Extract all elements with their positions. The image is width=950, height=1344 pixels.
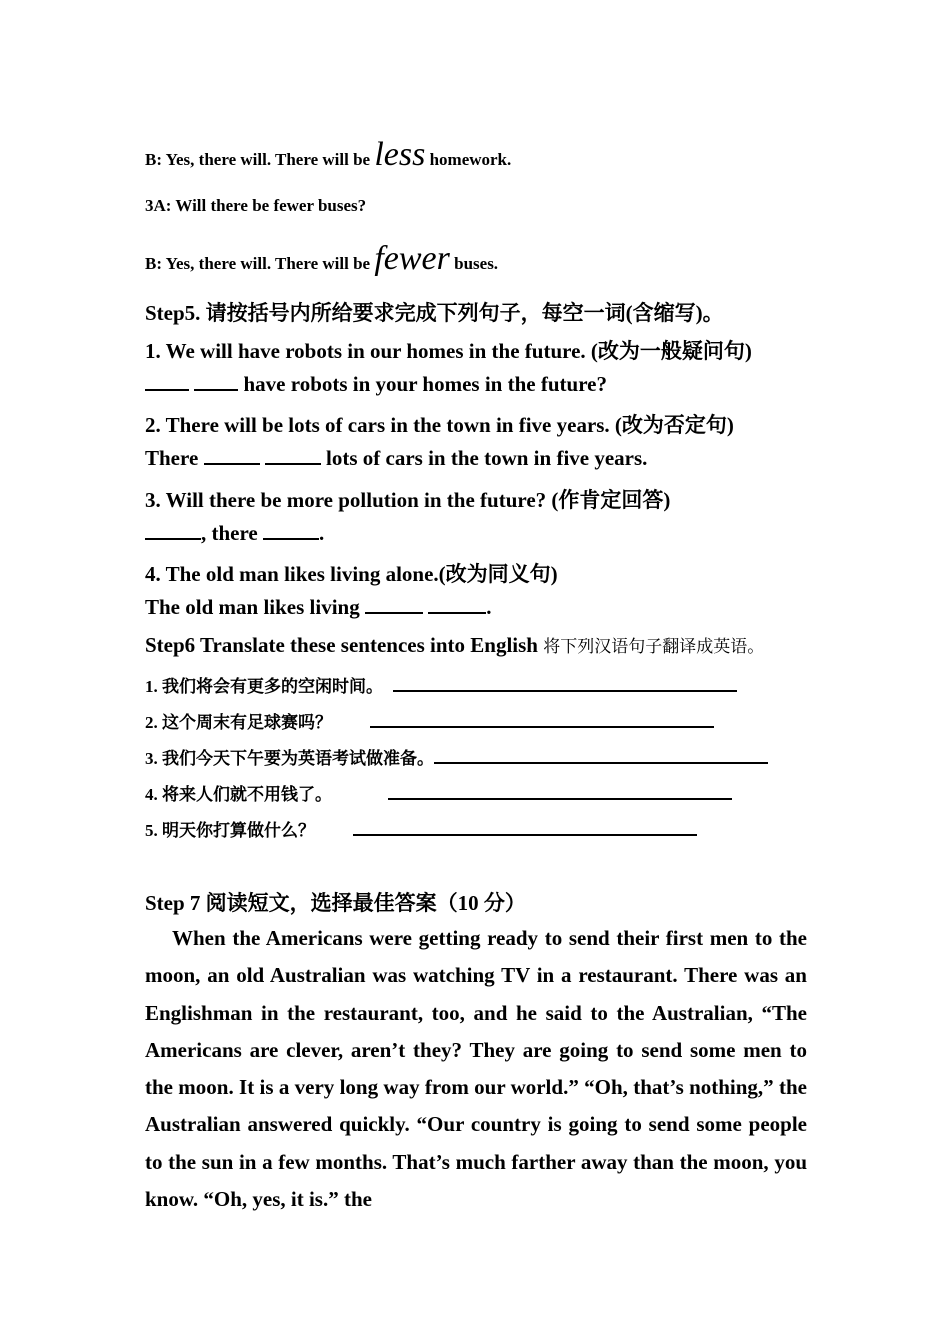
step6-item-1 xyxy=(145,672,737,697)
dialogue-b2 xyxy=(145,240,498,278)
answer-line[interactable] xyxy=(434,761,768,764)
item-number: 1. xyxy=(145,677,158,696)
answer-line[interactable] xyxy=(388,797,732,800)
step5-a3-mid: , there xyxy=(201,521,258,545)
step5-a4-pre: The old man likes living xyxy=(145,595,360,619)
answer-blank[interactable] xyxy=(194,388,238,391)
step5-a1 xyxy=(145,372,607,397)
item-text: 这个周末有足球赛吗？ xyxy=(162,713,332,732)
step5-q1: 1. We will have robots in our homes in the future. (改为一般疑问句) xyxy=(145,339,752,363)
item-number: 4. xyxy=(145,785,158,804)
step7-heading: Step 7 阅读短文，选择最佳答案（10 分） xyxy=(145,891,526,915)
step6-heading-cn: 将下列汉语句子翻译成英语。 xyxy=(543,637,765,656)
item-number: 5. xyxy=(145,821,158,840)
step5-a2-pre: There xyxy=(145,446,199,470)
answer-blank[interactable] xyxy=(263,537,319,540)
answer-blank[interactable] xyxy=(145,537,201,540)
step6-heading xyxy=(145,632,764,658)
answer-word-less: less xyxy=(374,136,426,173)
answer-word-fewer: fewer xyxy=(374,240,450,277)
step6-item-3 xyxy=(145,744,768,769)
dialogue-b2-text: B: Yes, there will. There will be xyxy=(145,254,371,273)
step5-heading: Step5. 请按括号内所给要求完成下列句子，每空一词(含缩写)。 xyxy=(145,301,724,325)
step5-a1-text: have robots in your homes in the future? xyxy=(243,372,607,396)
answer-blank[interactable] xyxy=(365,611,423,614)
item-text: 明天你打算做什么？ xyxy=(162,821,315,840)
answer-line[interactable] xyxy=(370,725,714,728)
step6-item-2 xyxy=(145,708,714,733)
item-number: 2. xyxy=(145,713,158,732)
dialogue-b2-end: buses. xyxy=(454,254,499,273)
item-number: 3. xyxy=(145,749,158,768)
dialogue-b1 xyxy=(145,136,511,174)
step6-heading-en: Step6 Translate these sentences into English xyxy=(145,633,538,657)
step5-a2-post: lots of cars in the town in five years. xyxy=(326,446,648,470)
answer-blank[interactable] xyxy=(265,462,321,465)
item-text: 我们今天下午要为英语考试做准备。 xyxy=(162,749,434,768)
dialogue-b1-end: homework. xyxy=(429,150,512,169)
answer-blank[interactable] xyxy=(428,611,486,614)
step5-a2 xyxy=(145,446,647,471)
step5-q3: 3. Will there be more pollution in the future? (作肯定回答) xyxy=(145,488,671,512)
dialogue-b1-text: B: Yes, there will. There will be xyxy=(145,150,371,169)
step5-q4: 4. The old man likes living alone.(改为同义句) xyxy=(145,562,558,586)
step6-item-4 xyxy=(145,780,732,805)
passage-text: When the Americans were getting ready to send their first men to the moon, an old Australian was watching TV in a restaurant. There was an Englishman in the restaurant, too, and he said to the Australian, “The Americans are clever, aren’t they? They are going to send some men to the moon. It is a very long way from our world.” “Oh, that’s nothing,” the Australian answered quickly. “Our country is going to send some people to the sun in a few months. That’s much farther away than the moon, you know. “Oh, yes, it is.” the xyxy=(145,926,807,1212)
answer-blank[interactable] xyxy=(145,388,189,391)
step5-a3-end: . xyxy=(319,521,325,545)
reading-passage xyxy=(145,920,807,1218)
step5-q2: 2. There will be lots of cars in the town in five years. (改为否定句) xyxy=(145,413,734,437)
item-text: 我们将会有更多的空闲时间。 xyxy=(162,677,383,696)
answer-blank[interactable] xyxy=(204,462,260,465)
step5-a4-end: . xyxy=(486,595,492,619)
step5-a3 xyxy=(145,521,324,546)
step6-item-5 xyxy=(145,816,697,841)
dialogue-a3: 3A: Will there be fewer buses? xyxy=(145,196,367,215)
answer-line[interactable] xyxy=(353,833,697,836)
answer-line[interactable] xyxy=(393,689,737,692)
step5-a4 xyxy=(145,595,491,620)
item-text: 将来人们就不用钱了。 xyxy=(162,785,332,804)
